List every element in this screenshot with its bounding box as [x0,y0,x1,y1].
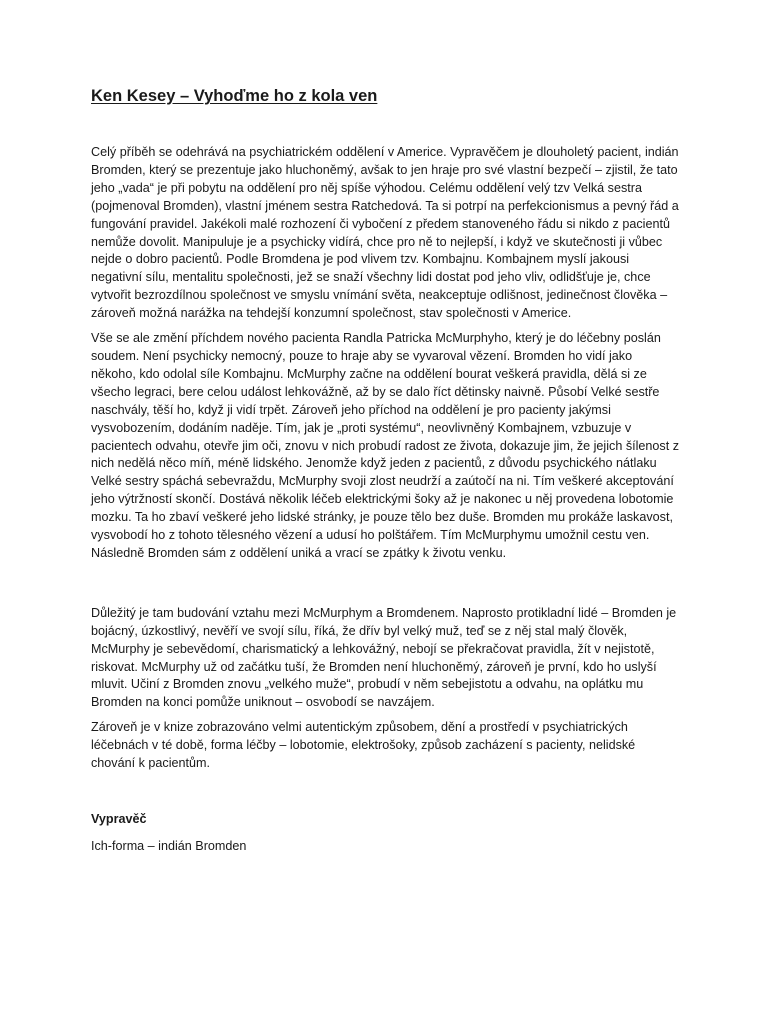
section-text-narrator: Ich-forma – indián Bromden [91,838,247,853]
paragraph-depiction: Zároveň je v knize zobrazováno velmi autentickým způsobem, dění a prostředí v psychiatrických léčebnách v té době, forma léčby – lobotomie, elektrošoky, způsob zacházení s pacienty, nelidské chování k pacientům. [91,720,636,771]
paragraph-relationship: Důležitý je tam budování vztahu mezi McMurphym a Bromdenem. Naprosto protikladní lidé – Bromden je bojácný, úzkostlivý, nevěří ve svojí sílu, říká, že dřív byl velký muž, teď se z něj stal malý člověk, McMurphy je sebevědomí, charismatický a lehkovážný, nebojí se překračovat pravidla, žít v nejistotě, riskovat. McMurphy už od začátku tuší, že Bromden není hluchoněmý, zároveň je první, kdo ho uslyší mluvit. Učiní z Bromden znovu „velkého muže“, probudí v něm sebejistotu a odvahu, na oplátku mu Bromden na konci pomůže uniknout – osvobodí se navzájem. [91,605,677,710]
paragraph-plot-intro: Celý příběh se odehrává na psychiatrickém oddělení v Americe. Vypravěčem je dlouholetý pacient, indián Bromden, který se prezentuje jako hluchoněmý, avšak to jen hraje pro své vlastní bezpečí – zjistil, že tato jeho „vada“ je při pobytu na oddělení pro něj spíše výhodou. Celému oddělení velý tzv Velká sestra (pojmenoval Bromden), vlastní jménem sestra Ratchedová. Ta si potrpí na perfekcionismus a pevný řád a fungování pravidel. Jakékoli malé rozhození či vybočení z předem stanoveného řádu si nikdo z pacientů nemůže dovolit. Manipuluje je a psychicky vidírá, chce pro ně to nejlepší, i když ve skutečnosti ji vůbec nejde o dobro pacientů. Podle Bromdena je pod vlivem tzv. Kombajnu. Kombajnem myslí jakousi negativní sílu, mentalitu společnosti, jež se snaží všechny lidi dostat pod jeho vliv, odlidšťuje je, chce vytvořit bezrozdílnou společnost ve smyslu vnímání světa, neakceptuje odlišnost, jedinečnost člověka – zároveň možná narážka na tehdejší konzumní společnost, stav společnosti v Americe. [91,145,679,321]
section-heading-narrator: Vypravěč [91,812,147,826]
paragraph-mcmurphy-arrival: Vše se ale změní příchdem nového pacienta Randla Patricka McMurphyho, který je do léčebny poslán soudem. Není psychicky nemocný, pouze to hraje aby se vyvaroval vězení. Bromden ho vidí jako někoho, kdo odolal síle Kombajnu. McMurphy začne na oddělení bourat veškerá pravidla, dělá si ze všecho legraci, bere celou událost lehkovážně, až by se dalo říct dětinsky naivně. Působí Velké sestře naschvály, těší ho, když ji vidí trpět. Zároveň jeho příchod na oddělení je pro pacienty jakýmsi vysvobozením, dodáním naděje. Tím, jak je „proti systému“, neovlivněný Kombajnem, vzbuzuje v pacientech odvahu, otevře jim oči, znovu v nich probudí radost ze života, dokazuje jim, že jejich šílenost z nich nedělá něco míň, méně lidského. Jenomže když jeden z pacientů, z důvodu psychického nátlaku Velké sestry spáchá sebevraždu, McMurphy svoji zlost neudrží a zaútočí na ni. Tím veškeré akceptování jeho výtržností skončí. Dostává několik léčeb elektrickými šoky až je nakonec u něj provedena lobotomie mozku. Ta ho zbaví veškeré jeho lidské stránky, je pouze tělo bez duše. Bromden mu prokáže laskavost, vysvobodí ho z tohoto tělesného vězení a udusí ho polštářem. Tím McMurphymu umožnil cestu ven. Následně Bromden sám z oddělení uniká a vrací se zpátky k životu venku. [91,331,680,560]
document-body [91,86,679,856]
document-title: Ken Kesey – Vyhoďme ho z kola ven [91,87,378,105]
